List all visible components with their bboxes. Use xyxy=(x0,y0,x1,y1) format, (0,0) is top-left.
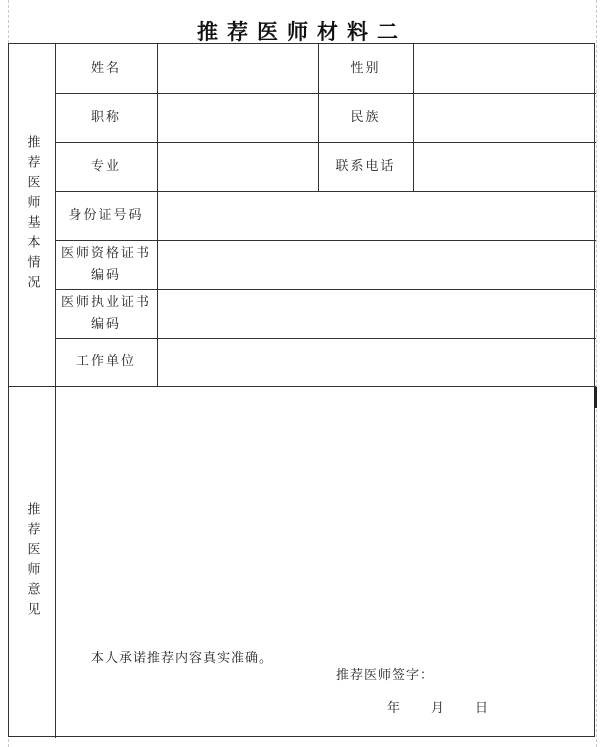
phone-label: 联系电话 xyxy=(335,158,396,174)
work-unit-field[interactable] xyxy=(157,338,596,386)
ethnicity-field[interactable] xyxy=(413,93,596,142)
qualification-cert-label xyxy=(55,240,157,289)
title-field[interactable] xyxy=(157,93,318,142)
practice-cert-label-line2: 编码 xyxy=(90,316,121,332)
gender-label: 性别 xyxy=(350,60,381,76)
specialty-field[interactable] xyxy=(157,142,318,191)
qualification-cert-field[interactable] xyxy=(157,240,596,289)
gender-field[interactable] xyxy=(413,44,596,93)
qualification-cert-label-line1: 医师资格证书 xyxy=(60,245,151,261)
phone-field[interactable] xyxy=(413,142,596,191)
page-margin-right xyxy=(596,0,598,747)
specialty-label: 专业 xyxy=(90,158,121,174)
text-cursor-mark xyxy=(594,387,597,408)
basic-info-section-label: 推荐医师基本情况 xyxy=(24,135,40,295)
ethnicity-label: 民族 xyxy=(350,109,381,125)
pledge-text: 本人承诺推荐内容真实准确。 xyxy=(91,651,274,666)
id-number-field[interactable] xyxy=(157,191,596,240)
work-unit-label: 工作单位 xyxy=(75,354,136,369)
title-label: 职称 xyxy=(90,109,121,125)
opinion-section-label: 推荐医师意见 xyxy=(24,502,40,622)
recommendation-form xyxy=(8,43,595,737)
name-label: 姓名 xyxy=(90,60,121,76)
practice-cert-label xyxy=(55,289,157,338)
practice-cert-label-line1: 医师执业证书 xyxy=(60,294,151,310)
id-number-label: 身份证号码 xyxy=(68,207,144,223)
document-title: 推荐医师材料二 xyxy=(197,20,407,44)
date-day-label: 日 xyxy=(475,701,490,716)
opinion-field[interactable] xyxy=(55,386,596,738)
name-field[interactable] xyxy=(157,44,318,93)
qualification-cert-label-line2: 编码 xyxy=(90,267,121,283)
date-year-label: 年 xyxy=(387,701,402,716)
date-month-label: 月 xyxy=(431,701,446,716)
signature-label: 推荐医师签字： xyxy=(336,668,435,683)
practice-cert-field[interactable] xyxy=(157,289,596,338)
